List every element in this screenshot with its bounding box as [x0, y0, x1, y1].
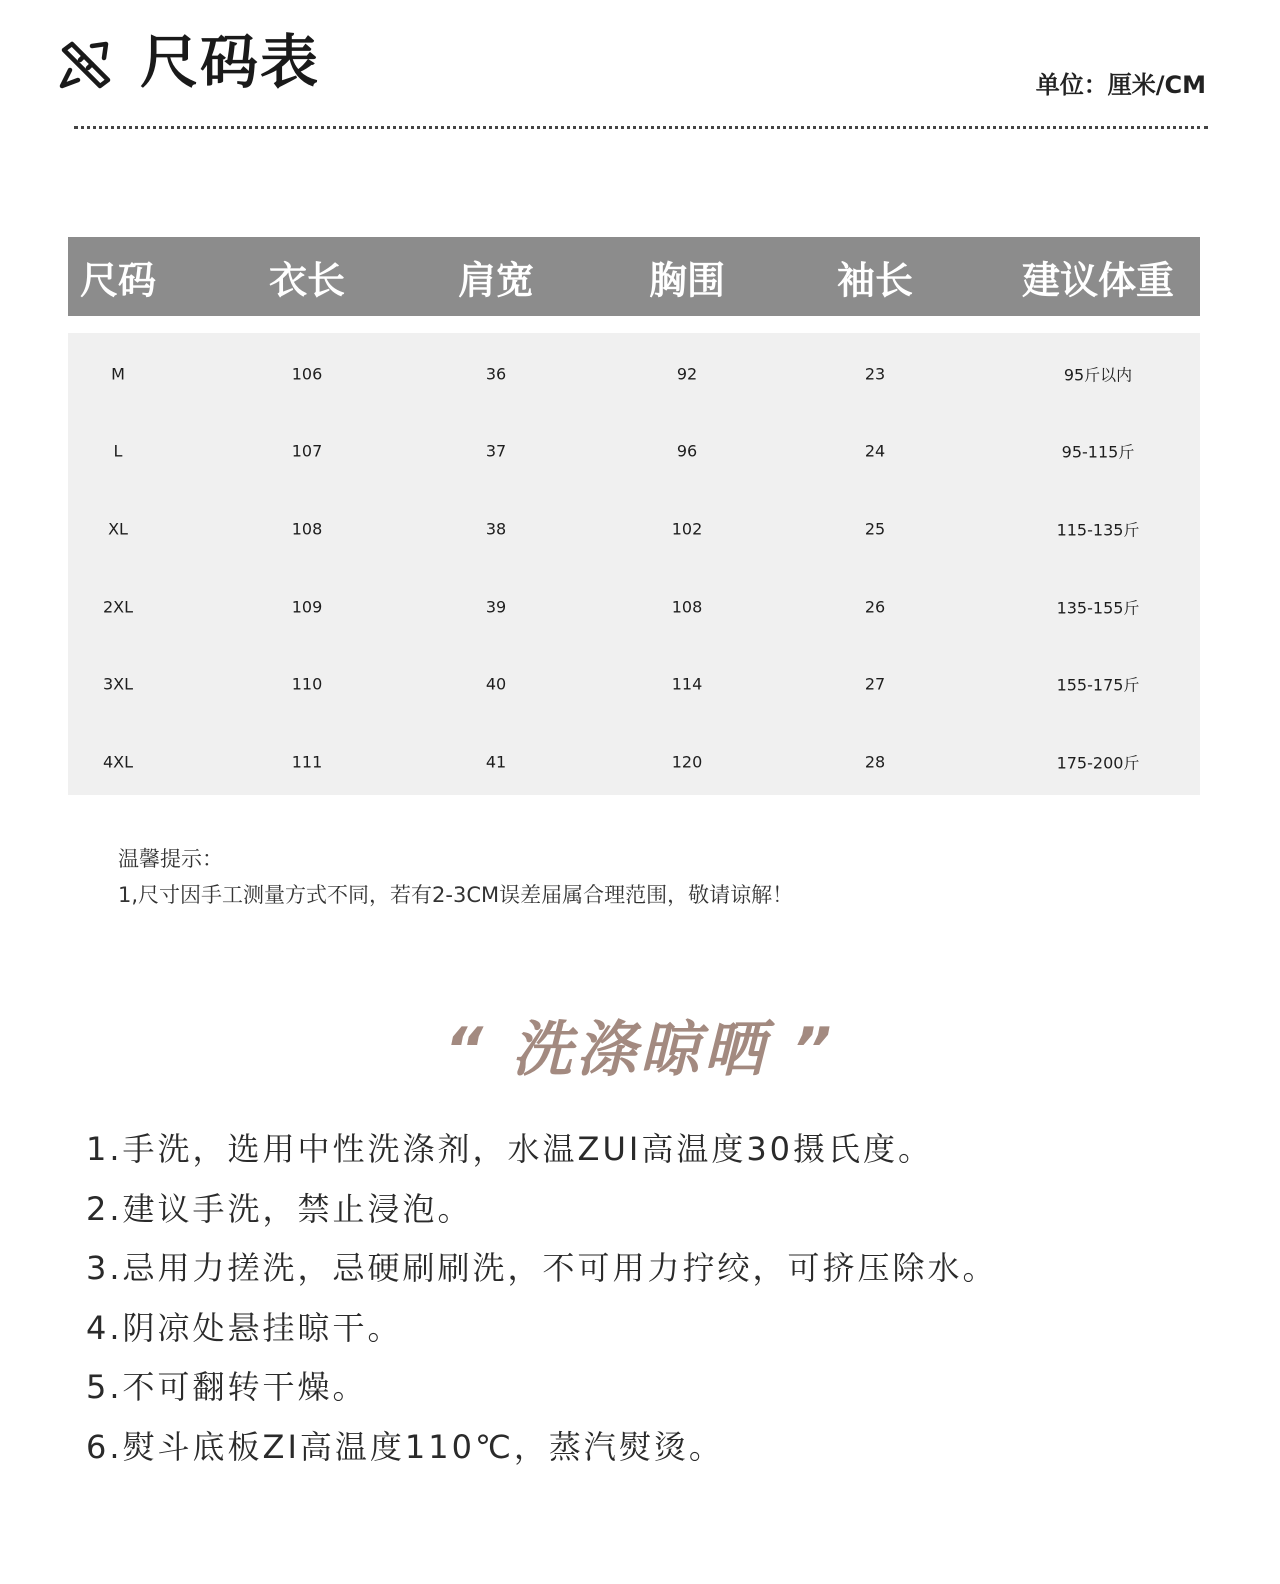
cell-weight: 115-135斤 — [1056, 520, 1140, 540]
cell-chest: 108 — [671, 597, 703, 617]
cell-size: L — [113, 441, 123, 461]
size-table — [68, 237, 1200, 795]
cell-chest: 120 — [671, 752, 703, 772]
table-row — [68, 645, 1200, 723]
cell-sleeve: 25 — [864, 519, 886, 539]
wash-section-title: “ 洗涤晾晒 ” — [444, 1015, 836, 1085]
cell-length: 109 — [291, 597, 323, 617]
table-row — [68, 335, 1200, 413]
wash-instruction-item: 4.阴凉处悬挂晾干。 — [86, 1308, 403, 1347]
cell-size: XL — [108, 519, 128, 539]
cell-weight: 95斤以内 — [1063, 365, 1133, 385]
table-row — [68, 413, 1200, 491]
cell-length: 108 — [291, 519, 323, 539]
cell-sleeve: 26 — [864, 597, 886, 617]
cell-size: M — [111, 364, 125, 384]
cell-shoulder: 40 — [485, 674, 507, 694]
cell-size: 3XL — [102, 674, 134, 694]
cell-sleeve: 28 — [864, 752, 886, 772]
table-row — [68, 490, 1200, 568]
cell-chest: 96 — [676, 441, 698, 461]
cell-shoulder: 39 — [485, 597, 507, 617]
wash-instruction-item: 5.不可翻转干燥。 — [86, 1368, 368, 1406]
ruler-pencil-icon — [58, 40, 114, 92]
cell-chest: 114 — [671, 674, 703, 694]
divider — [74, 126, 1208, 129]
cell-sleeve: 27 — [864, 674, 886, 694]
cell-shoulder: 37 — [485, 441, 507, 461]
column-header-sleeve: 袖长 — [836, 258, 914, 302]
cell-length: 111 — [291, 752, 323, 772]
cell-chest: 102 — [671, 519, 703, 539]
page-header — [0, 0, 1280, 140]
wash-instruction-item: 6.熨斗底板ZI高温度110℃，蒸汽熨烫。 — [86, 1427, 724, 1466]
column-header-shoulder: 肩宽 — [457, 258, 535, 302]
cell-weight: 175-200斤 — [1056, 753, 1140, 773]
column-header-weight: 建议体重 — [1021, 258, 1175, 302]
cell-weight: 135-155斤 — [1056, 598, 1140, 618]
page-title: 尺码表 — [140, 28, 321, 96]
tips-title: 温馨提示： — [118, 847, 223, 871]
table-header — [68, 237, 1200, 316]
wash-instruction-item: 2.建议手洗，禁止浸泡。 — [86, 1189, 473, 1228]
cell-shoulder: 38 — [485, 519, 507, 539]
cell-length: 106 — [291, 364, 323, 384]
cell-sleeve: 24 — [864, 441, 886, 461]
cell-chest: 92 — [676, 364, 698, 384]
table-row — [68, 568, 1200, 646]
wash-instruction-item: 3.忌用力搓洗，忌硬刷刷洗，不可用力拧绞，可挤压除水。 — [86, 1249, 998, 1287]
table-body — [68, 333, 1200, 795]
wash-instructions — [86, 1120, 998, 1477]
cell-weight: 155-175斤 — [1056, 675, 1140, 695]
wash-instruction-item: 1.手洗，选用中性洗涤剂，水温ZUI高温度30摄氏度。 — [86, 1130, 934, 1168]
cell-shoulder: 41 — [485, 752, 507, 772]
cell-shoulder: 36 — [485, 364, 507, 384]
cell-weight: 95-115斤 — [1061, 442, 1135, 462]
column-header-chest: 胸围 — [648, 258, 726, 302]
table-row — [68, 723, 1200, 801]
tips-text: 1,尺寸因手工测量方式不同，若有2-3CM误差届属合理范围，敬请谅解！ — [118, 883, 794, 907]
column-header-size: 尺码 — [79, 258, 157, 302]
column-header-length: 衣长 — [268, 258, 346, 302]
cell-size: 2XL — [102, 597, 134, 617]
cell-size: 4XL — [102, 752, 134, 772]
unit-label: 单位：厘米/CM — [1035, 71, 1206, 99]
cell-length: 110 — [291, 674, 323, 694]
cell-length: 107 — [291, 441, 323, 461]
cell-sleeve: 23 — [864, 364, 886, 384]
